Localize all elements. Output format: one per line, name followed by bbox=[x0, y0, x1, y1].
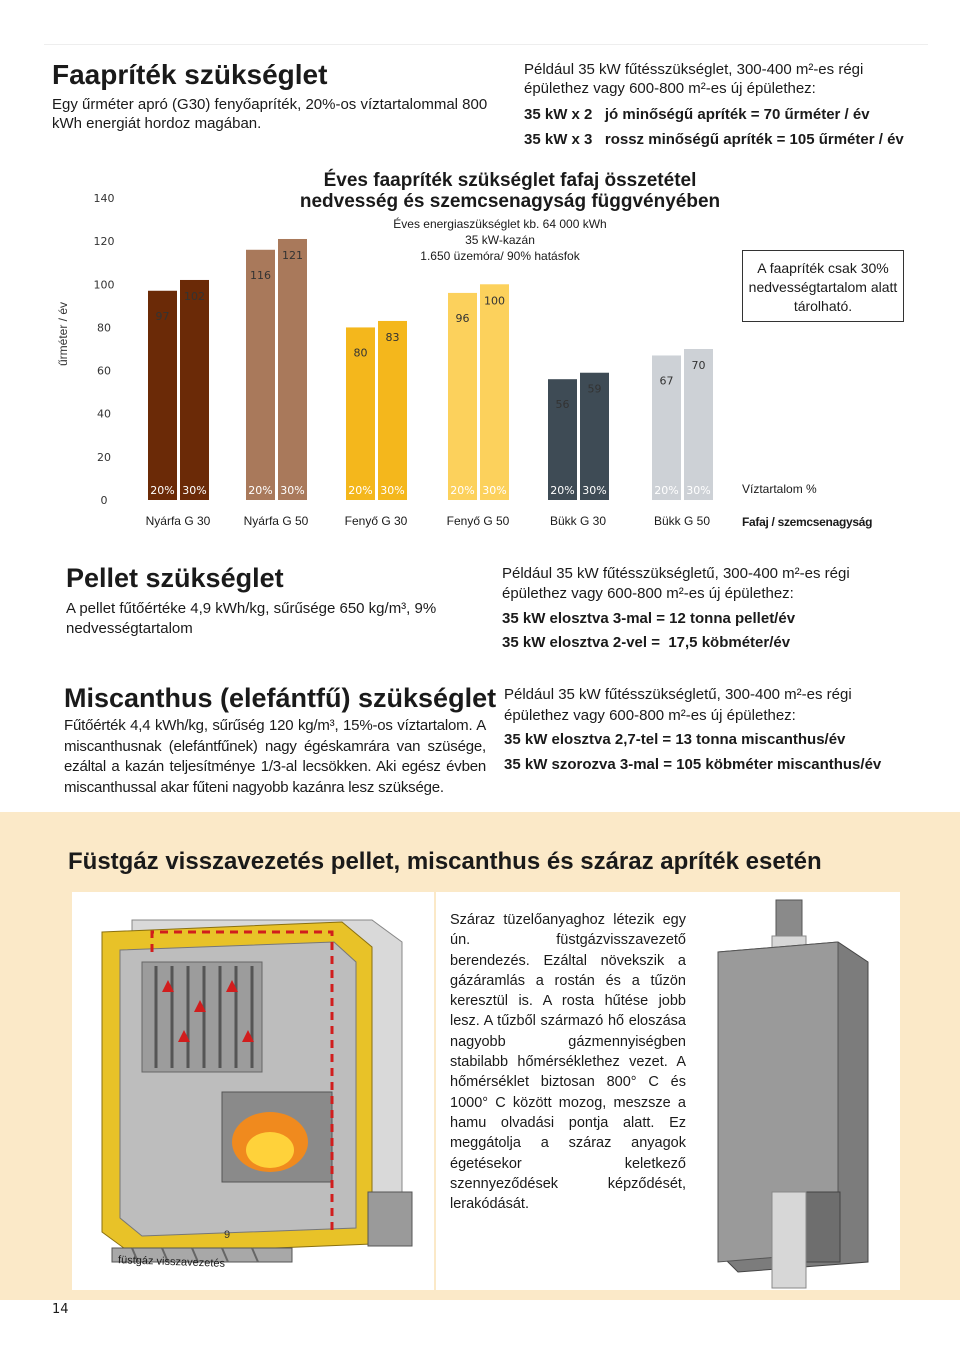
y-tick-label: 140 bbox=[93, 192, 115, 205]
bar-value-label: 100 bbox=[484, 294, 505, 308]
pellet-section bbox=[56, 543, 906, 663]
firewood-calc-bad: 35 kW x 3 rossz minőségű apríték = 105 űrméter / év bbox=[524, 131, 904, 148]
moisture-label: 20% bbox=[550, 484, 575, 497]
y-tick-label: 80 bbox=[97, 321, 111, 335]
pellet-description: A pellet fűtőértéke 4,9 kWh/kg, sűrűsége 650 kg/m³, 9% nedvességtartalom bbox=[66, 600, 437, 637]
y-tick-label: 40 bbox=[97, 407, 111, 421]
flue-text-panel bbox=[436, 892, 900, 1290]
moisture-label: 20% bbox=[248, 484, 273, 497]
moisture-label: 30% bbox=[182, 484, 207, 497]
bar-value-label: 70 bbox=[691, 359, 706, 372]
category-label: Fenyő G 30 bbox=[344, 514, 408, 528]
bar-value-label: 121 bbox=[282, 248, 303, 262]
moisture-label: 30% bbox=[582, 484, 607, 497]
bar-value-label: 80 bbox=[353, 346, 368, 360]
firewood-section bbox=[44, 44, 928, 156]
y-tick-label: 0 bbox=[100, 494, 108, 507]
y-axis-label: űrméter / év bbox=[56, 301, 70, 366]
bar-value-label: 97 bbox=[155, 309, 170, 323]
firewood-example: Például 35 kW fűtésszükséglet, 300-400 m²-es régi épülethez vagy 600-800 m²-es új épülethez: bbox=[524, 61, 864, 97]
bar-value-label: 96 bbox=[455, 311, 470, 325]
miscanthus-calc-2: 35 kW szorozva 3-mal = 105 köbméter miscanthus/év bbox=[504, 756, 882, 773]
chart-subtitle-line: 35 kW-kazán bbox=[465, 233, 535, 247]
category-label: Bükk G 50 bbox=[653, 514, 711, 528]
y-tick-label: 100 bbox=[93, 278, 115, 292]
y-tick-label: 120 bbox=[93, 235, 115, 249]
bar bbox=[278, 239, 307, 500]
pellet-calc-2: 35 kW elosztva 2-vel = 17,5 köbméter/év bbox=[502, 634, 791, 651]
flue-gas-section bbox=[0, 812, 960, 1300]
miscanthus-section bbox=[56, 666, 906, 811]
chart-subtitle bbox=[370, 216, 630, 264]
boiler-number: 9 bbox=[224, 1229, 231, 1241]
chart-subtitle-line: Éves energiaszükséglet kb. 64 000 kWh bbox=[393, 217, 607, 231]
category-label: Nyárfa G 50 bbox=[243, 514, 309, 528]
firewood-description: Egy űrméter apró (G30) fenyőapríték, 20%-os víztartalommal 800 kWh energiát hordoz magában. bbox=[52, 96, 488, 132]
moisture-label: 20% bbox=[654, 484, 679, 497]
moisture-label: 20% bbox=[150, 484, 175, 497]
category-label: Bükk G 30 bbox=[549, 514, 607, 528]
moisture-label: 30% bbox=[280, 484, 305, 497]
category-label: Fenyő G 50 bbox=[446, 514, 510, 528]
moisture-label: 20% bbox=[348, 484, 373, 497]
x-axis-label: Fafaj / szemcsenagyság bbox=[742, 515, 873, 529]
chart-subtitle-line: 1.650 üzemóra/ 90% hatásfok bbox=[420, 249, 580, 263]
moisture-label: 20% bbox=[450, 484, 475, 497]
pellet-calc-1: 35 kW elosztva 3-mal = 12 tonna pellet/év bbox=[502, 610, 796, 627]
category-label: Nyárfa G 30 bbox=[145, 514, 211, 528]
bar bbox=[246, 250, 275, 500]
bar-value-label: 102 bbox=[184, 289, 205, 303]
bar-value-label: 59 bbox=[587, 382, 602, 396]
miscanthus-calc-1: 35 kW elosztva 2,7-tel = 13 tonna miscanthus/év bbox=[504, 731, 846, 748]
y-tick-label: 60 bbox=[97, 364, 111, 378]
boiler-caption: füstgáz visszavezetés bbox=[117, 1254, 226, 1270]
bar bbox=[480, 284, 509, 500]
bar-value-label: 116 bbox=[250, 268, 271, 282]
boiler-cutaway-image bbox=[72, 892, 434, 1290]
storage-note: A faapríték csak 30% nedvességtartalom alatt tárolható. bbox=[742, 250, 904, 322]
moisture-label: 30% bbox=[380, 484, 405, 497]
bar-value-label: 67 bbox=[659, 374, 674, 388]
flue-gas-title: Füstgáz visszavezetés pellet, miscanthus és száraz apríték esetén bbox=[68, 848, 822, 875]
chart-title: Éves faapríték szükséglet fafaj összetétel nedvesség és szemcsenagyság függvényében bbox=[299, 170, 721, 212]
flue-description: Száraz tüzelőanyaghoz létezik egy ún. füstgázvisszavezető berendezés. Ezáltal növekszik a gázáramlás a rostán és a tűzön keresztül is. A rosta hűtése jobb lesz. A tűzből származó hő eloszása nagyobb gázmennyiségben stabilabb hőmérséklethez vezet. A hőmérséklet biztosan 800° C és 1000° C között mozog, meszsze a hamu olvadási pontja alatt. Ez meggátolja a száraz anyagok égetésekor keletkező szennyeződések képződését, lerakódását. bbox=[450, 912, 686, 1213]
bar-value-label: 83 bbox=[385, 330, 400, 344]
firewood-calc-good: 35 kW x 2 jó minőségű apríték = 70 űrméter / év bbox=[524, 106, 870, 123]
moisture-legend-label: Víztartalom % bbox=[742, 482, 817, 496]
miscanthus-example: Például 35 kW fűtésszükségletű, 300-400 m²-es régi épülethez vagy 600-800 m²-es új épülethez: bbox=[504, 686, 852, 724]
page-number: 14 bbox=[52, 1302, 69, 1317]
boiler-illustration bbox=[72, 892, 434, 1290]
pellet-example: Például 35 kW fűtésszükségletű, 300-400 m²-es régi épülethez vagy 600-800 m²-es új épülethez: bbox=[502, 565, 850, 602]
bar bbox=[378, 321, 407, 500]
bar bbox=[180, 280, 209, 500]
bar-value-label: 56 bbox=[555, 398, 570, 412]
miscanthus-title: Miscanthus (elefántfű) szükséglet bbox=[64, 683, 497, 713]
pellet-title: Pellet szükséglet bbox=[66, 563, 284, 593]
firewood-title: Faapríték szükséglet bbox=[52, 59, 328, 90]
y-tick-label: 20 bbox=[97, 450, 111, 464]
moisture-label: 30% bbox=[482, 484, 507, 497]
moisture-label: 30% bbox=[686, 484, 711, 497]
boiler-side-illustration bbox=[698, 892, 898, 1290]
miscanthus-description: Fűtőérték 4,4 kWh/kg, sűrűség 120 kg/m³, 15%-os víztartalom. A miscanthusnak (elefántfűnek) nagy égéskamrára van szüsége, ezáltal a kazán teljesítménye 1/3-al lecsökken. Aki egész évben miscanthussal akar fűteni nagyobb kazánra lesz szüksége. bbox=[64, 717, 486, 796]
